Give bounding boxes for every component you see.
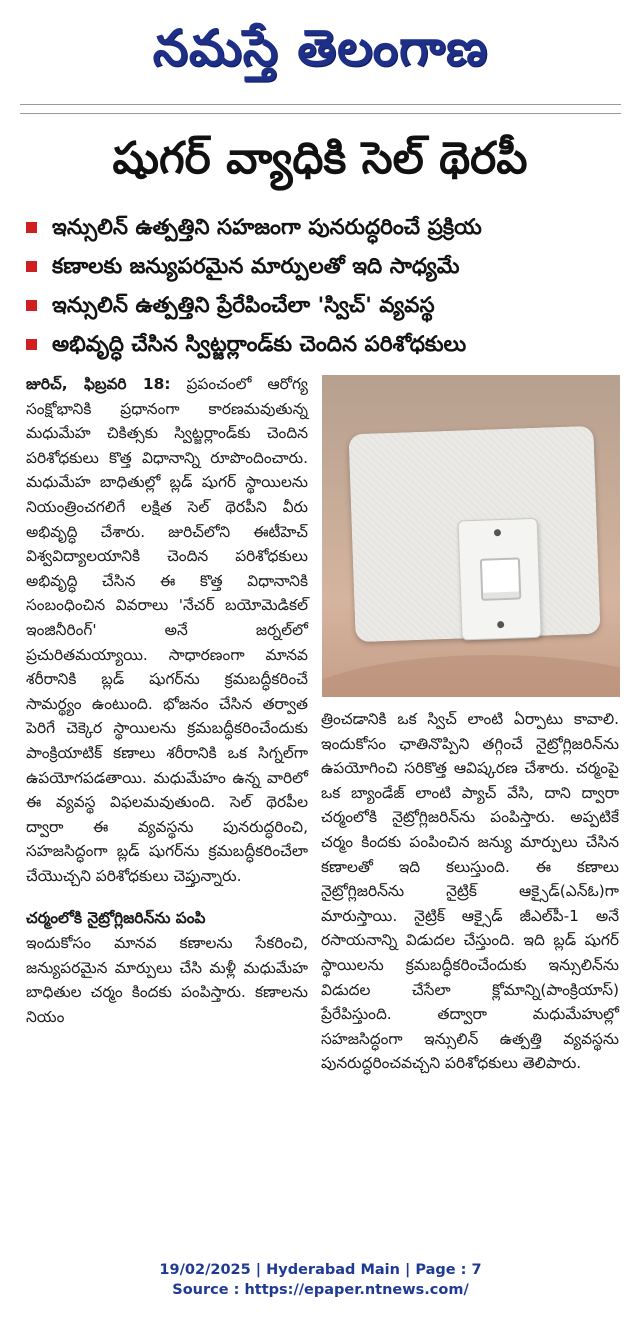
highlight-bullets bbox=[22, 208, 622, 364]
switch-icon bbox=[480, 557, 521, 600]
switch-plate bbox=[458, 518, 542, 641]
article-paragraph: ఇందుకోసం మానవ కణాలను సేకరించి, జన్యుపరమైన మార్పులు చేసి మళ్లీ మధుమేహ బాధితుల చర్మం కిందకు పంపిస్తారు. కణాలను నియం bbox=[26, 934, 308, 1026]
article-left-column bbox=[26, 372, 308, 1029]
edition-info: 19/02/2025 | Hyderabad Main | Page : 7 bbox=[159, 1262, 482, 1278]
masthead-divider-top bbox=[20, 104, 621, 105]
masthead-title: నమస్తే తెలంగాణ bbox=[152, 18, 489, 77]
masthead-divider-bottom bbox=[20, 113, 621, 114]
dateline: జురిచ్, ఫిబ్రవరి 18: bbox=[26, 375, 171, 393]
red-square-bullet-icon bbox=[26, 339, 37, 350]
bullet-text: కణాలకు జన్యుపరమైన మార్పులతో ఇది సాధ్యమే bbox=[52, 254, 460, 279]
screw-icon bbox=[494, 529, 501, 536]
article-paragraph bbox=[26, 372, 308, 888]
screw-icon bbox=[497, 621, 504, 628]
bandage-patch bbox=[348, 426, 600, 642]
bullet-item bbox=[22, 208, 622, 247]
red-square-bullet-icon bbox=[26, 222, 37, 233]
switch-patch-photo bbox=[322, 375, 620, 697]
article-paragraph: త్రించడానికి ఒక స్విచ్ లాంటి ఏర్పాటు కావాలి. ఇందుకోసం ఛాతినొప్పిని తగ్గించే నైట్రోగ్లిజరిన్‌ను ఉపయోగించి సరికొత్త ఆవిష్కరణ చేశారు. చర్మంపై ఒక బ్యాండేజ్ లాంటి ప్యాచ్ వేసి, దాని ద్వారా చర్మంలోకి నైట్రోగ్లిజరిన్‌ను పంపిస్తారు. అప్పటికే చర్మం కిందకు పంపించిన జన్యు మార్పులు చేసిన కణాలతో ఇది కలుస్తుంది. ఈ కణాలు నైట్రోగ్లిజరిన్‌ను నైట్రిక్ ఆక్సైడ్(ఎన్ఓ)గా మారుస్తాయి. నైట్రిక్ ఆక్సైడ్ జీఎల్‌పీ-1 అనే రసాయనాన్ని విడుదల చేస్తుంది. ఇది బ్లడ్ షుగర్ స్థాయిలను క్రమబద్ధీకరించేందుకు ఇన్సులిన్‌ను విడుదల చేసేలా క్లోమాన్ని(పాంక్రియాస్) ప్రేరేపిస్తుంది. తద్వారా మధుమేహుల్లో సహజసిద్ధంగా ఇన్సులిన్ ఉత్పత్తి వ్యవస్థను పునరుద్ధరించవచ్చని పరిశోధకులు తెలిపారు. bbox=[321, 710, 619, 1073]
skin-background bbox=[322, 655, 620, 697]
article-headline: షుగర్ వ్యాధికి సెల్ థెరపీ bbox=[112, 133, 528, 184]
article-right-column bbox=[321, 707, 619, 1076]
red-square-bullet-icon bbox=[26, 261, 37, 272]
bullet-text: ఇన్సులిన్ ఉత్పత్తిని సహజంగా పునరుద్ధరించే ప్రక్రియ bbox=[52, 215, 482, 240]
bullet-item bbox=[22, 286, 622, 325]
red-square-bullet-icon bbox=[26, 300, 37, 311]
article-subheading: చర్మంలోకి నైట్రోగ్లిజరిన్‌ను పంపి bbox=[26, 909, 206, 928]
paragraph-text: ప్రపంచంలో ఆరోగ్య సంక్షోభానికి ప్రధానంగా కారణమవుతున్న మధుమేహ చికిత్సకు స్విట్జర్లాండ్‌కు చెందిన పరిశోధకులు కొత్త విధానాన్ని రూపొందించారు. మధుమేహ బాధితుల్లో బ్లడ్ షుగర్ స్థాయిలను నియంత్రించగలిగే లక్షిత సెల్ థెరపీని వీరు అభివృద్ధి చేశారు. జురిచ్‌లోని ఈటీహెచ్ విశ్వవిద్యాలయానికి చెందిన పరిశోధకులు అభివృద్ధి చేసిన ఈ కొత్త విధానానికి సంబంధించిన వివరాలు 'నేచర్ బయోమెడికల్ ఇంజినీరింగ్' అనే జర్నల్‌లో ప్రచురితమయ్యాయి. సాధారణంగా మానవ శరీరానికి బ్లడ్ షుగర్‌ను క్రమబద్ధీకరించే సామర్థ్యం ఉంటుంది. భోజనం చేసిన తర్వాత పెరిగే చెక్కెర స్థాయిలను క్రమబద్ధీకరించేందుకు పాంక్రియాటిక్ కణాలు శరీరానికి ఒక సిగ్నల్‌గా ఉపయోగపడతాయి. మధుమేహం ఉన్న వారిలో ఈ వ్యవస్థ విఫలమవుతుంది. సెల్ థెరపీల ద్వారా ఈ వ్యవస్థను పునరుద్ధరించి, సహజసిద్ధంగా బ్లడ్ షుగర్‌ను క్రమబద్ధీకరించేలా చేయొచ్చని పరిశోధకులు చెప్తున్నారు. bbox=[26, 375, 308, 885]
bullet-item bbox=[22, 325, 622, 364]
bullet-item bbox=[22, 247, 622, 286]
bullet-text: అభివృద్ధి చేసిన స్విట్జర్లాండ్‌కు చెందిన పరిశోధకులు bbox=[52, 332, 467, 357]
source-link[interactable]: Source : https://epaper.ntnews.com/ bbox=[172, 1282, 469, 1298]
bullet-text: ఇన్సులిన్ ఉత్పత్తిని ప్రేరేపించేలా 'స్విచ్' వ్యవస్థ bbox=[52, 293, 435, 318]
